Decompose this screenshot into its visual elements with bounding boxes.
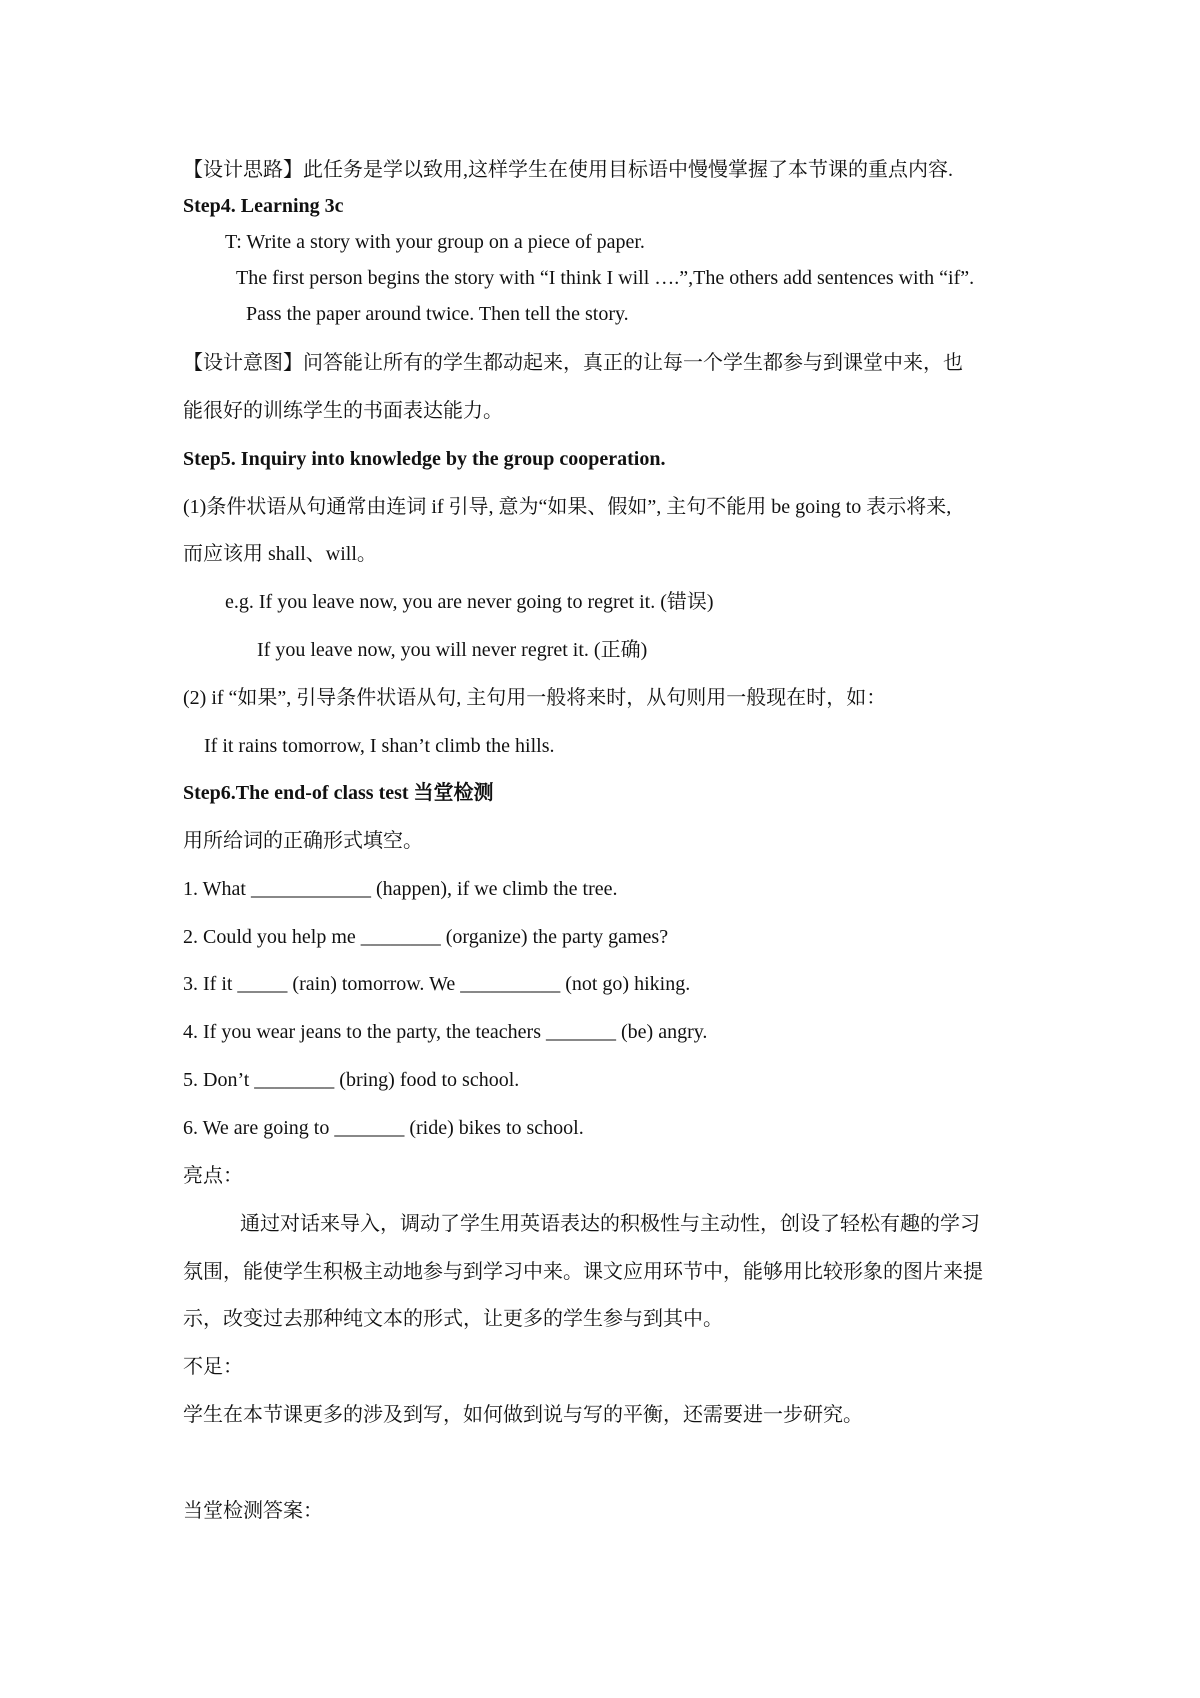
test-item: 1. What ____________ (happen), if we climb the tree. <box>183 878 618 900</box>
highlights-line-3: 示，改变过去那种纯文本的形式，让更多的学生参与到其中。 <box>183 1308 723 1330</box>
grammar-point-2-example: If it rains tomorrow, I shan’t climb the hills. <box>204 735 555 757</box>
grammar-point-1-line-2: 而应该用 shall、will。 <box>183 543 377 565</box>
design-idea-paragraph: 【设计思路】此任务是学以致用,这样学生在使用目标语中慢慢掌握了本节课的重点内容. <box>183 159 953 181</box>
answers-label: 当堂检测答案： <box>183 1500 323 1522</box>
grammar-point-2-line-1: (2) if “如果”, 引导条件状语从句, 主句用一般将来时，从句则用一般现在时，如： <box>183 687 887 709</box>
highlights-label: 亮点： <box>183 1165 243 1187</box>
example-wrong: e.g. If you leave now, you are never going to regret it. (错误) <box>225 591 714 613</box>
test-item: 2. Could you help me ________ (organize) the party games? <box>183 926 669 948</box>
step5-heading: Step5. Inquiry into knowledge by the group cooperation. <box>183 448 666 470</box>
test-item: 4. If you wear jeans to the party, the teachers _______ (be) angry. <box>183 1021 708 1043</box>
step6-heading: Step6.The end-of class test 当堂检测 <box>183 782 494 804</box>
shortcomings-label: 不足： <box>183 1356 243 1378</box>
test-item: 6. We are going to _______ (ride) bikes to school. <box>183 1117 584 1139</box>
step4-instruction-1: T: Write a story with your group on a piece of paper. <box>225 231 645 253</box>
example-right: If you leave now, you will never regret it. (正确) <box>257 639 648 661</box>
highlights-line-1: 通过对话来导入，调动了学生用英语表达的积极性与主动性，创设了轻松有趣的学习 <box>240 1213 980 1235</box>
design-intent-line-2: 能很好的训练学生的书面表达能力。 <box>183 400 503 422</box>
test-item: 5. Don’t ________ (bring) food to school. <box>183 1069 520 1091</box>
step4-heading: Step4. Learning 3c <box>183 195 344 217</box>
shortcomings-text: 学生在本节课更多的涉及到写，如何做到说与写的平衡，还需要进一步研究。 <box>183 1404 863 1426</box>
test-item: 3. If it _____ (rain) tomorrow. We __________ (not go) hiking. <box>183 973 691 995</box>
grammar-point-1-line-1: (1)条件状语从句通常由连词 if 引导, 意为“如果、假如”, 主句不能用 be going to 表示将来, <box>183 496 952 518</box>
step4-instruction-2: The first person begins the story with “I think I will ….”,The others add sentences with “if”. <box>236 267 975 289</box>
test-instruction: 用所给词的正确形式填空。 <box>183 830 423 852</box>
highlights-line-2: 氛围，能使学生积极主动地参与到学习中来。课文应用环节中，能够用比较形象的图片来提 <box>183 1261 983 1283</box>
design-intent-line-1: 【设计意图】问答能让所有的学生都动起来，真正的让每一个学生都参与到课堂中来，也 <box>183 352 963 374</box>
step4-instruction-3: Pass the paper around twice. Then tell the story. <box>246 303 629 325</box>
